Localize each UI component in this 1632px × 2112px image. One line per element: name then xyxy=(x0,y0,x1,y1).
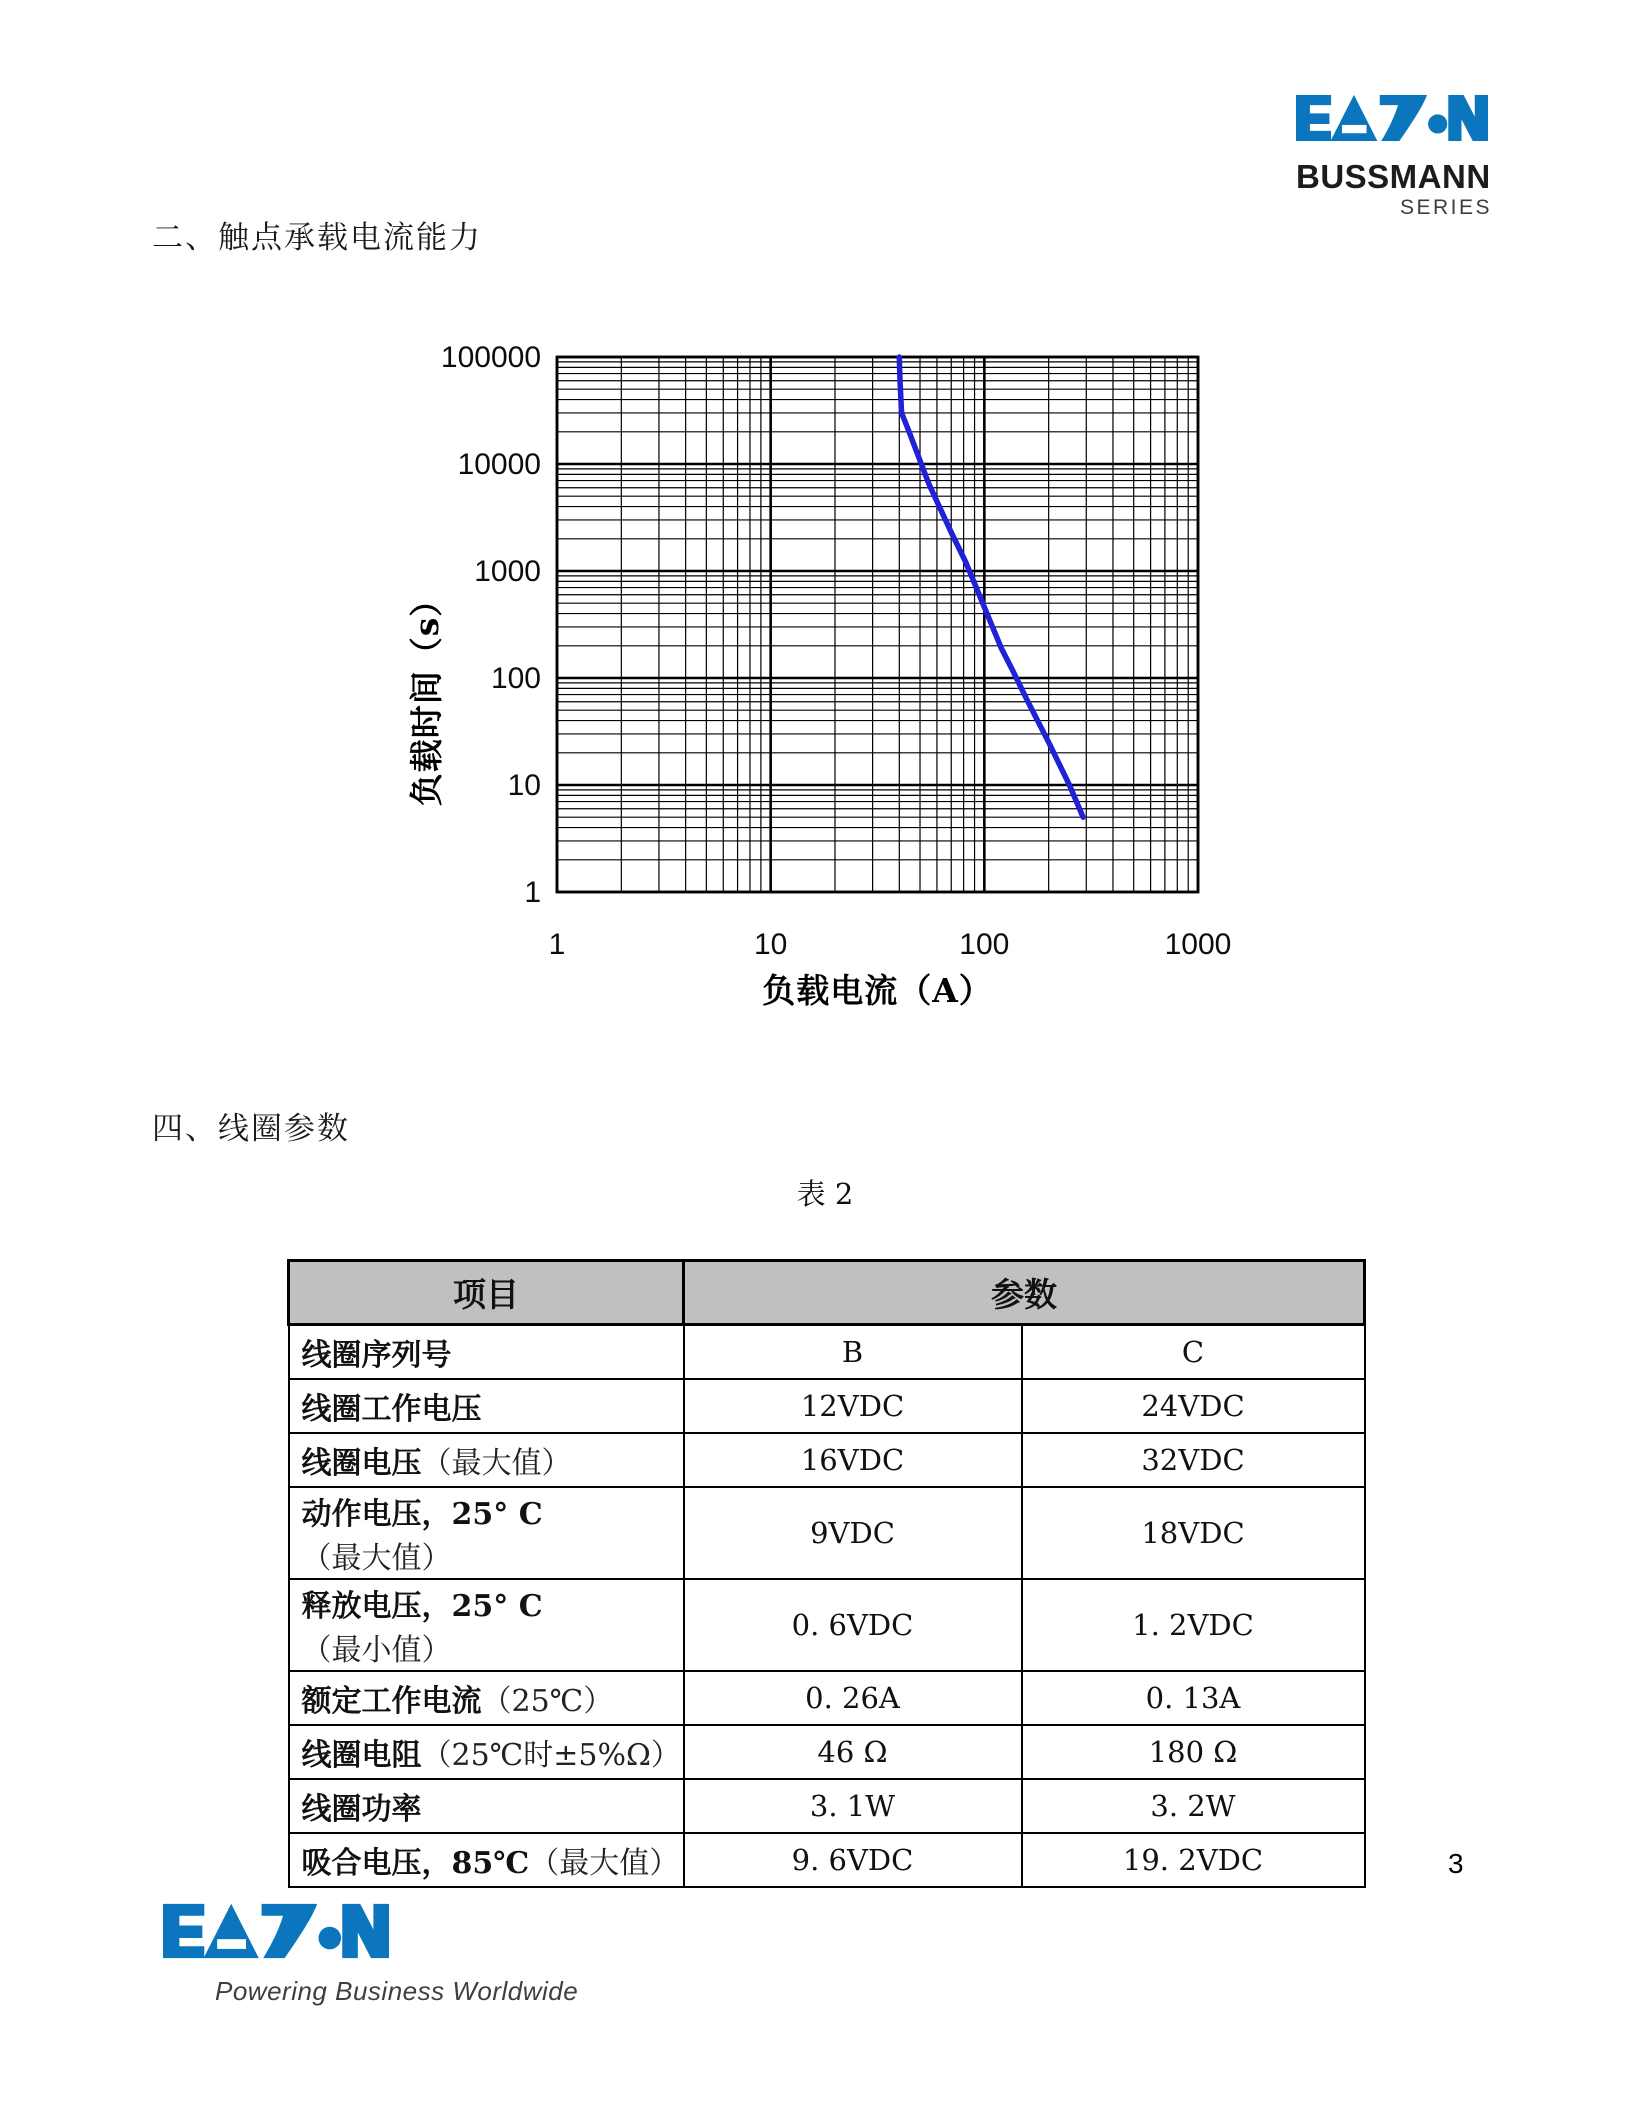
value-cell-b: 12VDC xyxy=(684,1379,1022,1433)
row-label-cell: 线圈工作电压 xyxy=(289,1379,684,1433)
value-cell-b: 0. 26A xyxy=(684,1671,1022,1725)
x-axis-title: 负载电流（A） xyxy=(762,971,993,1010)
header-cell-item: 项目 xyxy=(289,1261,684,1325)
row-label-cell: 线圈电压（最大值） xyxy=(289,1433,684,1487)
y-axis-title: 负载时间（s） xyxy=(407,582,446,807)
table-row xyxy=(289,1487,1365,1579)
x-tick-label: 1000 xyxy=(1164,928,1232,961)
value-cell-b: B xyxy=(684,1325,1022,1380)
row-label-note: （25℃） xyxy=(481,1684,614,1719)
table-row xyxy=(289,1779,1365,1833)
y-tick-label: 1000 xyxy=(474,555,541,588)
row-label-cell: 动作电压，25° C（最大值） xyxy=(289,1487,684,1579)
value-cell-c: 19. 2VDC xyxy=(1022,1833,1365,1887)
value-cell-c: 3. 2W xyxy=(1022,1779,1365,1833)
value-cell-b: 3. 1W xyxy=(684,1779,1022,1833)
y-tick-label: 100000 xyxy=(440,341,541,374)
row-label-cell: 线圈电阻（25℃时±5%Ω） xyxy=(289,1725,684,1779)
eaton-bussmann-logo xyxy=(1296,90,1492,218)
coil-parameter-table xyxy=(287,1259,1366,1888)
row-label-note: （最大值） xyxy=(529,1846,680,1881)
y-tick-label: 100 xyxy=(490,662,541,695)
eaton-logo-icon xyxy=(163,1898,389,1964)
x-tick-label: 10 xyxy=(753,928,788,961)
table-row xyxy=(289,1579,1365,1671)
value-cell-c: 18VDC xyxy=(1022,1487,1365,1579)
value-cell-c: 180 Ω xyxy=(1022,1725,1365,1779)
y-tick-label: 10000 xyxy=(457,448,541,481)
eaton-logo-icon xyxy=(1296,90,1488,146)
table-row xyxy=(289,1671,1365,1725)
value-cell-c: 32VDC xyxy=(1022,1433,1365,1487)
value-cell-b: 9VDC xyxy=(684,1487,1022,1579)
section-heading-contact-capacity: 二、触点承载电流能力 xyxy=(152,220,482,256)
series-wordmark: SERIES xyxy=(1399,196,1492,219)
row-label-note: （最大值） xyxy=(301,1541,452,1576)
y-tick-label: 1 xyxy=(524,876,541,909)
table-row xyxy=(289,1379,1365,1433)
value-cell-c: 24VDC xyxy=(1022,1379,1365,1433)
value-cell-c: 1. 2VDC xyxy=(1022,1579,1365,1671)
bussmann-wordmark: BUSSMANN xyxy=(1296,158,1491,195)
section-heading-coil-params: 四、线圈参数 xyxy=(152,1111,350,1147)
value-cell-b: 46 Ω xyxy=(684,1725,1022,1779)
x-tick-label: 100 xyxy=(959,928,1010,961)
table-row xyxy=(289,1725,1365,1779)
eaton-tagline: Powering Business Worldwide xyxy=(215,1976,579,2006)
row-label-note: （最小值） xyxy=(301,1633,452,1668)
row-label-cell: 线圈功率 xyxy=(289,1779,684,1833)
value-cell-b: 16VDC xyxy=(684,1433,1022,1487)
table-row xyxy=(289,1433,1365,1487)
row-label-cell: 线圈序列号 xyxy=(289,1325,684,1380)
row-label-cell: 吸合电压，85℃（最大值） xyxy=(289,1833,684,1887)
table-caption: 表 2 xyxy=(796,1177,854,1211)
table-row xyxy=(289,1325,1365,1380)
value-cell-b: 0. 6VDC xyxy=(684,1579,1022,1671)
table-header-row xyxy=(289,1261,1365,1325)
value-cell-c: C xyxy=(1022,1325,1365,1380)
y-tick-label: 10 xyxy=(507,769,541,802)
x-tick-label: 1 xyxy=(548,928,566,961)
row-label-cell: 额定工作电流（25℃） xyxy=(289,1671,684,1725)
eaton-footer-logo xyxy=(163,1898,583,2007)
value-cell-c: 0. 13A xyxy=(1022,1671,1365,1725)
load-current-time-chart xyxy=(380,330,1260,1020)
value-cell-b: 9. 6VDC xyxy=(684,1833,1022,1887)
row-label-cell: 释放电压，25° C（最小值） xyxy=(289,1579,684,1671)
plot-border xyxy=(557,357,1198,892)
row-label-note: （25℃时±5%Ω） xyxy=(421,1738,681,1773)
page-number: 3 xyxy=(1448,1848,1464,1879)
row-label-note: （最大值） xyxy=(421,1446,572,1481)
table-row xyxy=(289,1833,1365,1887)
header-cell-parameter: 参数 xyxy=(684,1261,1365,1325)
